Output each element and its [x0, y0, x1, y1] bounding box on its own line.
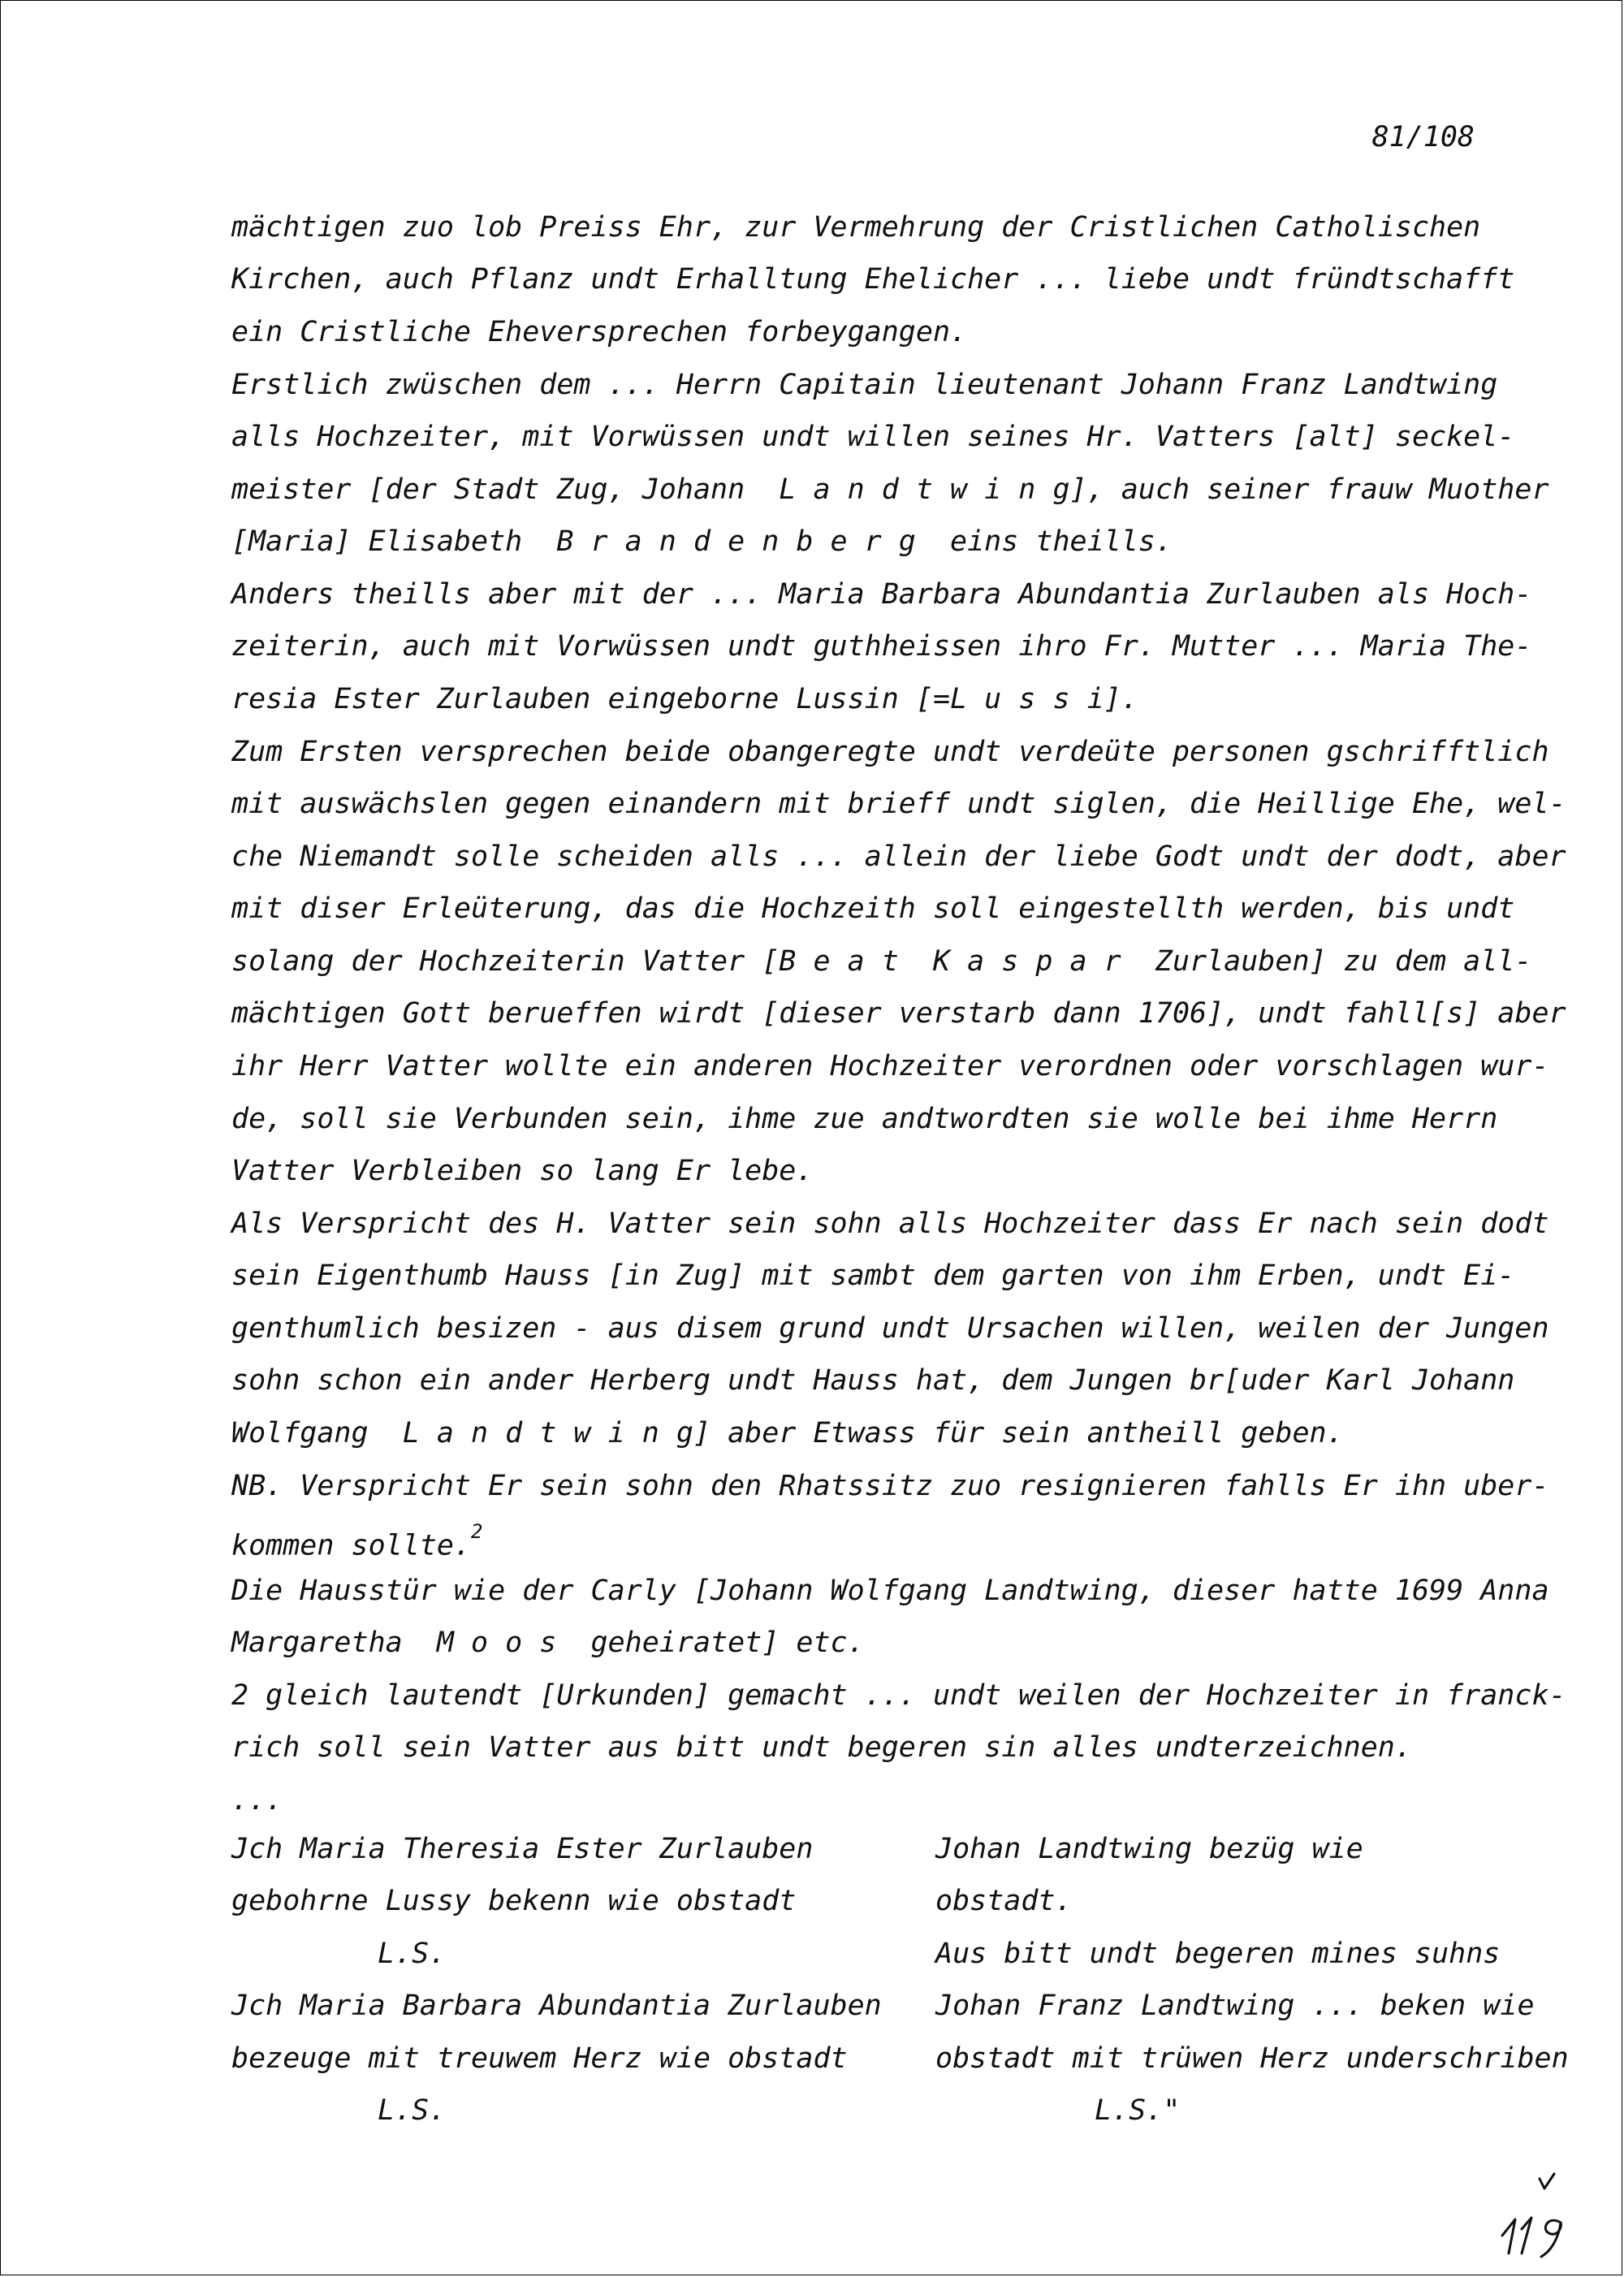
text-line: alls Hochzeiter, mit Vorwüssen undt willen seines Hr. Vatters [alt] seckel- [231, 421, 1515, 453]
text-line: mächtigen zuo lob Preiss Ehr, zur Vermehrung der Cristlichen Catholischen [231, 211, 1481, 244]
checkmark-icon [1497, 2172, 1570, 2262]
text-line: Als Verspricht des H. Vatter sein sohn alls Hochzeiter dass Er nach sein dodt [231, 1208, 1549, 1240]
text-line: mit diser Erleüterung, das die Hochzeith soll eingestellth werden, bis undt [231, 892, 1515, 925]
text-line: sein Eigenthumb Hauss [in Zug] mit sambt dem garten von ihm Erben, undt Ei- [231, 1259, 1515, 1292]
seal-mark: L.S." [1095, 2094, 1181, 2127]
signature-line: Jch Maria Barbara Abundantia Zurlauben [231, 1990, 882, 2022]
signature-line: Johan Landtwing bezüg wie [935, 1833, 1363, 1865]
text-line: mächtigen Gott berueffen wirdt [dieser verstarb dann 1706], undt fahll[s] aber [231, 997, 1566, 1030]
text-line: rich soll sein Vatter aus bitt undt begeren sin alles undterzeichnen. [231, 1731, 1412, 1764]
text-line: meister [der Stadt Zug, Johann L a n d t w i n g], auch seiner frauw Muother [231, 473, 1549, 506]
text-line: resia Ester Zurlauben eingeborne Lussin [=L u s s i]. [231, 683, 1138, 715]
signature-line: obstadt mit trüwen Herz underschriben [935, 2042, 1569, 2075]
text-line: NB. Verspricht Er sein sohn den Rhatssitz zuo resignieren fahlls Er ihn uber- [231, 1470, 1549, 1502]
text-line: kommen sollte. [231, 1529, 472, 1562]
text-line: Wolfgang L a n d t w i n g] aber Etwass für sein antheill geben. [231, 1417, 1344, 1450]
page-number: 81/108 [1371, 121, 1475, 153]
signature-line: bezeuge mit treuwem Herz wie obstadt [231, 2042, 848, 2075]
text-line: sohn schon ein ander Herberg undt Hauss hat, dem Jungen br[uder Karl Johann [231, 1364, 1515, 1397]
signature-line: gebohrne Lussy bekenn wie obstadt [231, 1885, 797, 1917]
ellipsis-line: ... [231, 1784, 283, 1817]
footnote-marker: 2 [471, 1520, 483, 1543]
text-line: Kirchen, auch Pflanz undt Erhalltung Ehelicher ... liebe undt fründtschafft [231, 263, 1515, 296]
text-line: de, soll sie Verbunden sein, ihme zue andtwordten sie wolle bei ihme Herrn [231, 1103, 1498, 1135]
text-line: [Maria] Elisabeth B r a n d e n b e r g eins theills. [231, 525, 1173, 558]
text-line: Margaretha M o o s geheiratet] etc. [231, 1627, 865, 1659]
text-line: che Niemandt solle scheiden alls ... allein der liebe Godt undt der dodt, aber [231, 840, 1566, 873]
text-line: ihr Herr Vatter wollte ein anderen Hochzeiter verordnen oder vorschlagen wur- [231, 1050, 1549, 1082]
signature-line: Jch Maria Theresia Ester Zurlauben [231, 1833, 814, 1865]
text-line: ein Cristliche Eheversprechen forbeygangen. [231, 316, 968, 348]
text-line: Zum Ersten versprechen beide obangeregte undt verdeüte personen gschrifftlich [231, 736, 1549, 768]
text-line: solang der Hochzeiterin Vatter [B e a t K a s p a r Zurlauben] zu dem all- [231, 945, 1532, 978]
seal-mark: L.S. [378, 2094, 447, 2127]
text-line: Anders theills aber mit der ... Maria Barbara Abundantia Zurlauben als Hoch- [231, 578, 1532, 611]
text-line-with-footnote [231, 1522, 482, 1562]
signature-line: obstadt. [935, 1885, 1073, 1917]
seal-mark: L.S. [378, 1938, 447, 1970]
signature-line: Johan Franz Landtwing ... beken wie [935, 1990, 1535, 2022]
text-line: genthumlich besizen - aus disem grund undt Ursachen willen, weilen der Jungen [231, 1312, 1549, 1345]
signature-line: Aus bitt undt begeren mines suhns [935, 1938, 1501, 1970]
text-line: Die Hausstür wie der Carly [Johann Wolfgang Landtwing, dieser hatte 1699 Anna [231, 1575, 1549, 1607]
text-line: mit auswächslen gegen einandern mit brieff undt siglen, die Heillige Ehe, wel- [231, 788, 1566, 820]
text-line: 2 gleich lautendt [Urkunden] gemacht ... undt weilen der Hochzeiter in franck- [231, 1679, 1566, 1712]
text-line: Erstlich zwüschen dem ... Herrn Capitain lieutenant Johann Franz Landtwing [231, 369, 1498, 401]
handwritten-check-mark [1497, 2172, 1570, 2262]
text-line: Vatter Verbleiben so lang Er lebe. [231, 1155, 814, 1187]
text-line: zeiterin, auch mit Vorwüssen undt guthheissen ihro Fr. Mutter ... Maria The- [231, 630, 1532, 663]
